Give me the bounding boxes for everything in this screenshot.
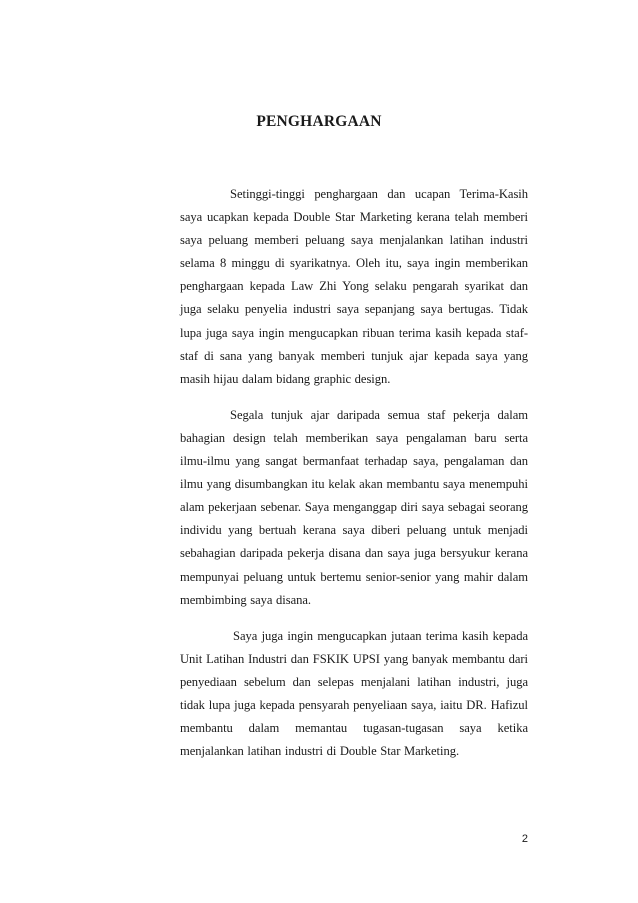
page-title: PENGHARGAAN [256,113,382,130]
document-body [180,183,528,776]
paragraph-2: Segala tunjuk ajar daripada semua staf pekerja dalam bahagian design telah memberikan saya pengalaman baru serta ilmu-ilmu yang sangat bermanfaat terhadap saya, pengalaman dan ilmu yang disumbangkan itu kelak akan membantu saya menempuhi alam pekerjaan sebenar. Saya menganggap diri saya sebagai seorang individu yang bertuah kerana saya diberi peluang untuk menjadi sebahagian daripada pekerja disana dan saya juga bersyukur kerana mempunyai peluang untuk bertemu senior-senior yang mahir dalam membimbing saya disana. [180,407,528,607]
page-number: 2 [521,833,528,845]
paragraph-3: Saya juga ingin mengucapkan jutaan terima kasih kepada Unit Latihan Industri dan FSKIK UPSI yang banyak membantu dari penyediaan sebelum dan selepas menjalani latihan industri, juga tidak lupa juga kepada pensyarah penyeliaan saya, iaitu DR. Hafizul membantu dalam memantau tugasan-tugasan saya ketika menjalankan latihan industri di Double Star Marketing. [180,628,528,759]
paragraph-1: Setinggi-tinggi penghargaan dan ucapan Terima-Kasih saya ucapkan kepada Double Star Marketing kerana telah memberi saya peluang memberi peluang saya menjalankan latihan industri selama 8 minggu di syarikatnya. Oleh itu, saya ingin memberikan penghargaan kepada Law Zhi Yong selaku pengarah syarikat dan juga selaku penyelia industri saya sepanjang saya bertugas. Tidak lupa juga saya ingin mengucapkan ribuan terima kasih kepada staf-staf di sana yang banyak memberi tunjuk ajar kepada saya yang masih hijau dalam bidang graphic design. [180,187,528,386]
